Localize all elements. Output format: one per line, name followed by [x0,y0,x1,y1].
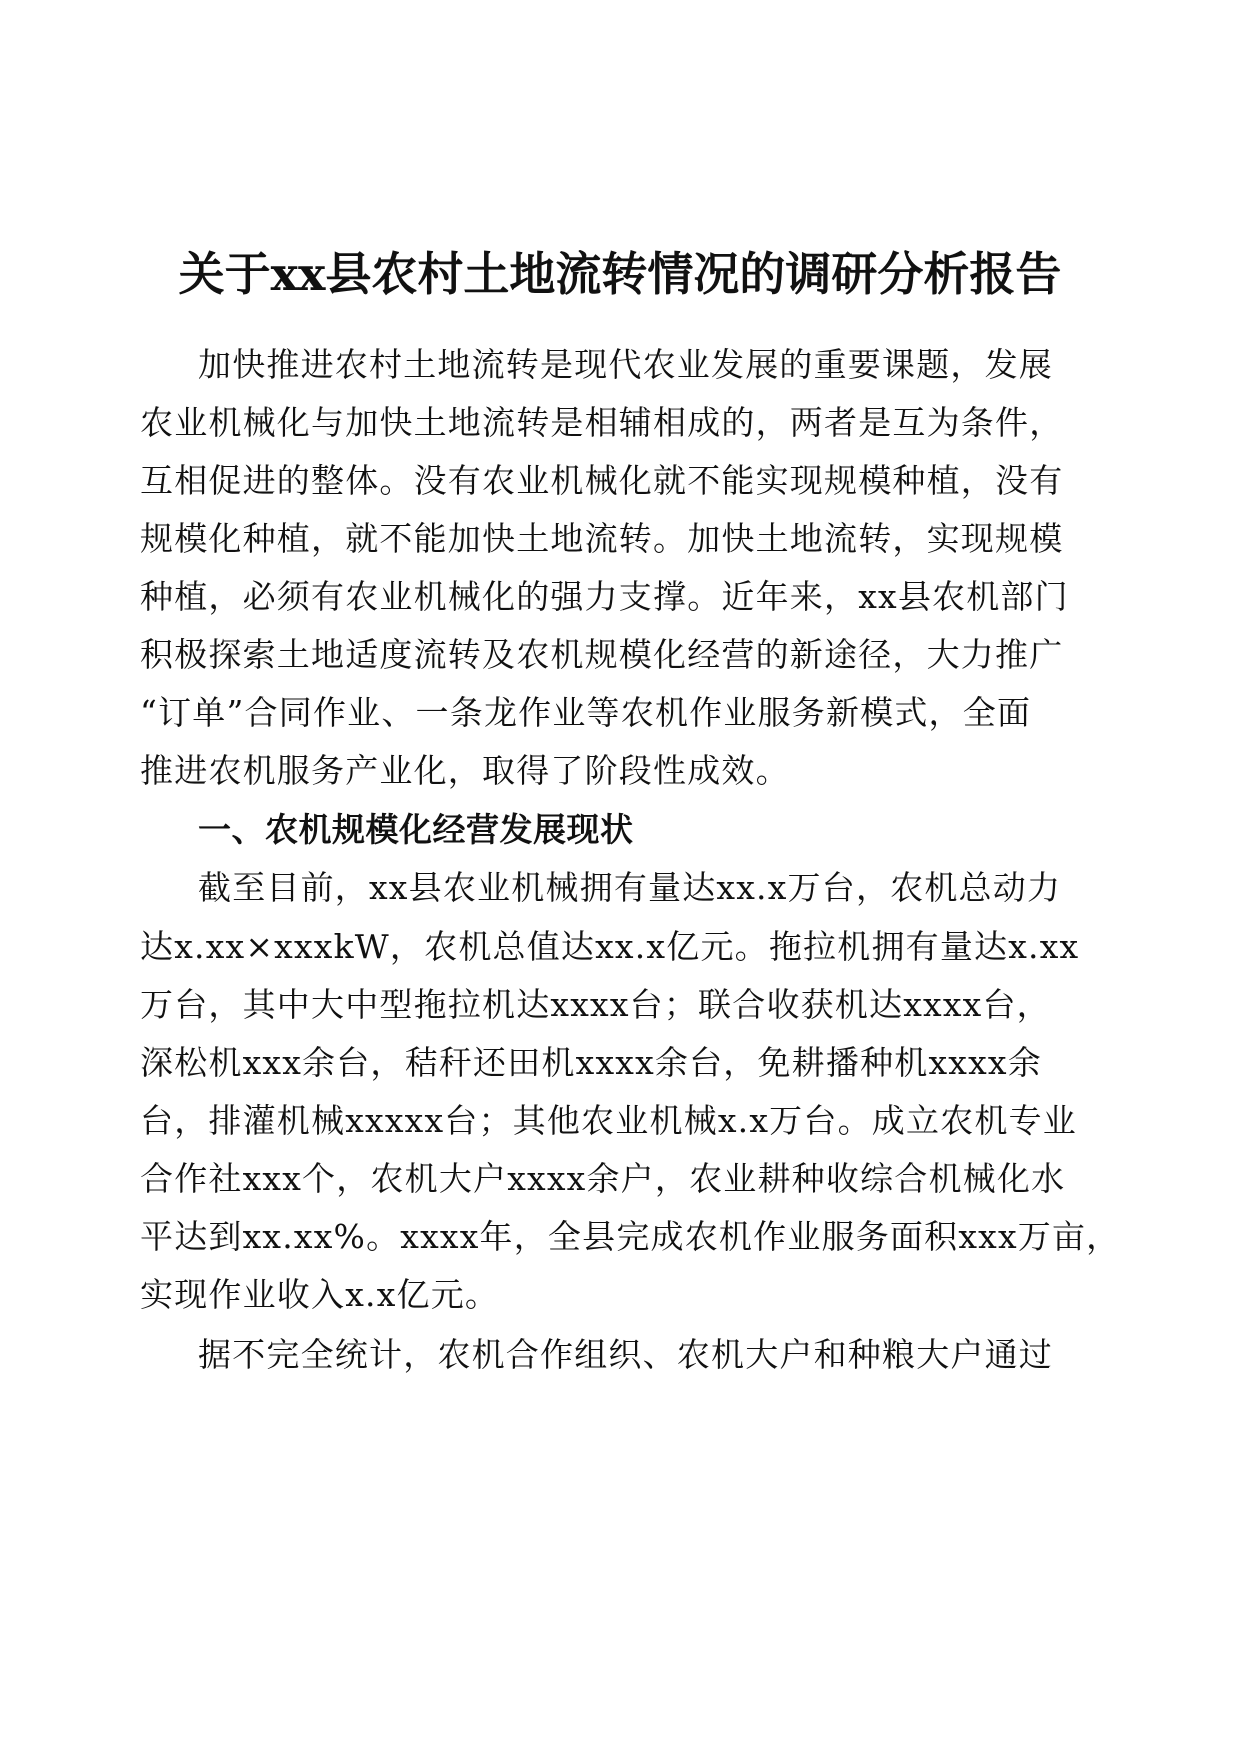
document-title: 关于xx县农村土地流转情况的调研分析报告 [178,247,1062,301]
section-1-line-4: 深松机xxx余台，秸秆还田机xxxx余台，免耕播种机xxxx余 [140,1043,1042,1082]
intro-line-6: 积极探索土地适度流转及农机规模化经营的新途径，大力推广 [140,635,1064,674]
intro-line-1: 加快推进农村土地流转是现代农业发展的重要课题，发展 [198,345,1053,384]
section-1-para-2-line-1: 据不完全统计，农机合作组织、农机大户和种粮大户通过 [198,1335,1053,1374]
intro-line-2: 农业机械化与加快土地流转是相辅相成的，两者是互为条件， [140,403,1064,442]
section-1-line-5: 台，排灌机械xxxxx台；其他农业机械x.x万台。成立农机专业 [140,1101,1077,1140]
intro-line-3: 互相促进的整体。没有农业机械化就不能实现规模种植，没有 [140,461,1064,500]
section-1-line-3: 万台，其中大中型拖拉机达xxxx台；联合收获机达xxxx台， [140,985,1051,1024]
section-1-line-1: 截至目前，xx县农业机械拥有量达xx.x万台，农机总动力 [198,868,1062,907]
section-1-line-7: 平达到xx.xx%。xxxx年，全县完成农机作业服务面积xxx万亩， [140,1217,1121,1256]
section-1-line-8: 实现作业收入x.x亿元。 [140,1275,500,1314]
intro-line-8: 推进农机服务产业化，取得了阶段性成效。 [140,751,790,790]
section-1-line-2: 达x.xx×xxxkW，农机总值达xx.x亿元。拖拉机拥有量达x.xx [140,927,1080,966]
intro-line-7: “订单”合同作业、一条龙作业等农机作业服务新模式，全面 [140,693,1032,732]
intro-line-4: 规模化种植，就不能加快土地流转。加快土地流转，实现规模 [140,519,1064,558]
section-1-line-6: 合作社xxx个，农机大户xxxx余户，农业耕种收综合机械化水 [140,1159,1066,1198]
section-heading-1: 一、农机规模化经营发展现状 [198,810,634,849]
intro-line-5: 种植，必须有农业机械化的强力支撑。近年来，xx县农机部门 [140,577,1069,616]
